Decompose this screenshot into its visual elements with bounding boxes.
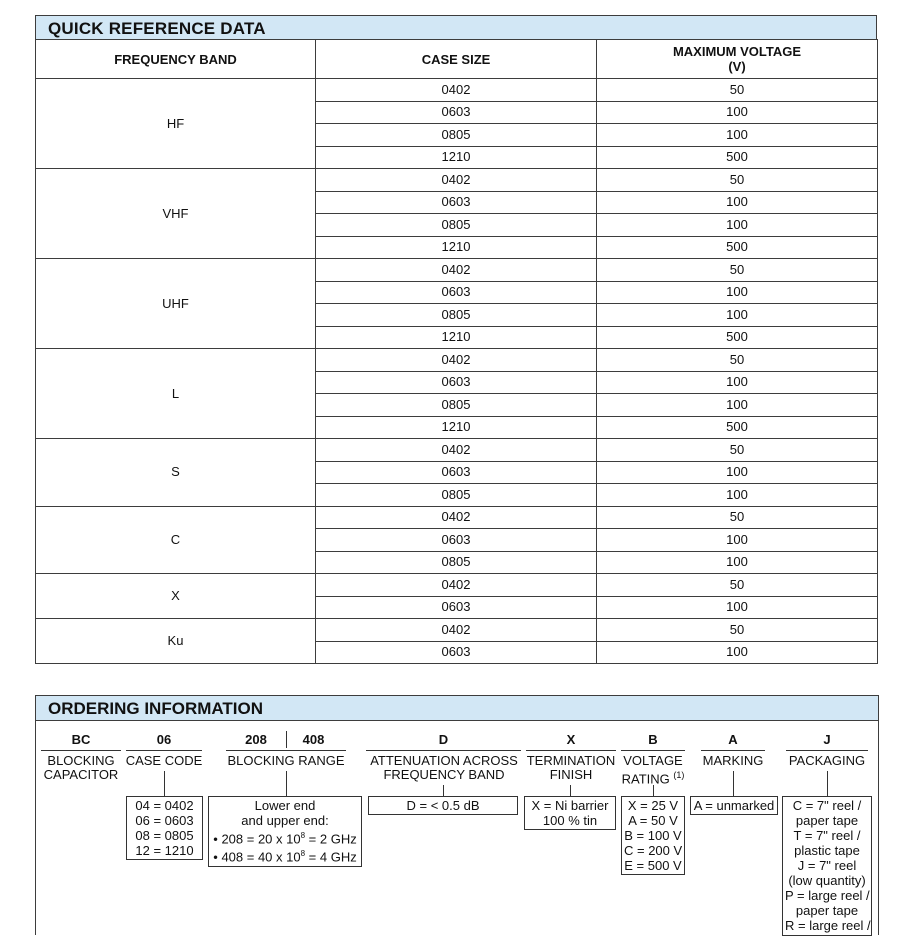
- code-termination: X: [566, 732, 576, 747]
- label-blocking-range: BLOCKING RANGE: [227, 753, 345, 768]
- frequency-band-cell: C: [36, 506, 316, 574]
- label-volt-line1: VOLTAGE: [623, 753, 683, 768]
- range-code-divider: [286, 731, 287, 748]
- label-bc-line2: CAPACITOR: [43, 767, 119, 782]
- volt-option: C = 200 V: [624, 843, 683, 858]
- underline-termination: [526, 750, 616, 751]
- case-size-cell: 0603: [316, 371, 597, 394]
- quick-reference-table: [35, 39, 878, 664]
- range-408-value: = 4 GHz: [305, 849, 357, 865]
- table-row: [36, 259, 878, 282]
- quick-reference-title: QUICK REFERENCE DATA: [35, 15, 877, 39]
- packaging-box: [782, 796, 872, 936]
- case-size-cell: 0805: [316, 484, 597, 507]
- term-option: X = Ni barrier: [531, 798, 609, 813]
- max-voltage-cell: 100: [597, 191, 878, 214]
- max-voltage-cell: 50: [597, 619, 878, 642]
- table-row: [36, 439, 878, 462]
- table-row: [36, 79, 878, 102]
- max-voltage-cell: 100: [597, 484, 878, 507]
- max-voltage-cell: 100: [597, 371, 878, 394]
- max-voltage-cell: 50: [597, 259, 878, 282]
- label-marking: MARKING: [702, 753, 764, 768]
- pack-option: paper tape: [795, 903, 859, 918]
- code-packaging: J: [823, 732, 831, 747]
- table-row: [36, 506, 878, 529]
- connector-packaging: [827, 771, 828, 796]
- case-size-cell: 0603: [316, 191, 597, 214]
- code-range-upper: 408: [302, 732, 325, 747]
- label-term-line1: TERMINATION: [526, 753, 616, 768]
- case-size-cell: 0805: [316, 124, 597, 147]
- quick-reference-body: [36, 79, 878, 664]
- max-voltage-cell: 50: [597, 574, 878, 597]
- max-voltage-cell: 100: [597, 281, 878, 304]
- range-line2: and upper end:: [241, 813, 329, 828]
- max-voltage-cell: 50: [597, 79, 878, 102]
- max-voltage-cell: 100: [597, 394, 878, 417]
- pack-option: T = 7" reel /: [793, 828, 861, 843]
- connector-case: [164, 771, 165, 796]
- pack-option: R = large reel /: [785, 918, 871, 933]
- label-volt-rating: RATING: [621, 771, 670, 787]
- max-voltage-cell: 500: [597, 146, 878, 169]
- frequency-band-cell: VHF: [36, 169, 316, 259]
- max-voltage-cell: 100: [597, 641, 878, 664]
- volt-option: A = 50 V: [628, 813, 678, 828]
- volt-option: E = 500 V: [624, 858, 682, 873]
- connector-range: [286, 771, 287, 796]
- frequency-band-cell: HF: [36, 79, 316, 169]
- frequency-band-cell: S: [36, 439, 316, 507]
- footnote-marker: (1): [673, 770, 685, 780]
- case-size-cell: 0402: [316, 439, 597, 462]
- connector-voltage: [653, 785, 654, 796]
- label-voltage-rating: [616, 754, 690, 786]
- header-frequency-band: FREQUENCY BAND: [36, 40, 316, 79]
- case-size-cell: 0402: [316, 349, 597, 372]
- label-volt-line2: [616, 768, 690, 786]
- term-option: 100 % tin: [542, 813, 598, 828]
- code-marking: A: [728, 732, 738, 747]
- max-voltage-cell: 100: [597, 304, 878, 327]
- label-attenuation: [364, 754, 524, 782]
- case-option: 12 = 1210: [135, 843, 194, 858]
- pack-option: paper tape: [795, 813, 859, 828]
- quick-reference-section: [35, 15, 877, 664]
- max-voltage-cell: 50: [597, 439, 878, 462]
- code-bc: BC: [71, 732, 91, 747]
- case-size-cell: 0603: [316, 101, 597, 124]
- voltage-rating-box: [621, 796, 685, 875]
- ordering-information-title: ORDERING INFORMATION: [36, 695, 878, 721]
- case-size-cell: 0603: [316, 529, 597, 552]
- underline-packaging: [786, 750, 868, 751]
- label-atten-line1: ATTENUATION ACROSS: [370, 753, 518, 768]
- volt-option: X = 25 V: [627, 798, 679, 813]
- underline-bc: [41, 750, 121, 751]
- range-208-exponent: 8: [300, 831, 306, 840]
- case-option: 06 = 0603: [135, 813, 194, 828]
- max-voltage-cell: 100: [597, 214, 878, 237]
- header-maximum-voltage: [597, 40, 878, 79]
- atten-option: D = < 0.5 dB: [406, 798, 480, 813]
- range-208-value: = 2 GHz: [305, 831, 357, 847]
- case-size-cell: 1210: [316, 326, 597, 349]
- case-size-cell: 0402: [316, 169, 597, 192]
- max-voltage-cell: 500: [597, 236, 878, 259]
- header-voltage-line1: MAXIMUM VOLTAGE: [672, 44, 802, 59]
- max-voltage-cell: 100: [597, 124, 878, 147]
- case-size-cell: 0805: [316, 214, 597, 237]
- underline-range: [226, 750, 346, 751]
- case-size-cell: 0402: [316, 506, 597, 529]
- case-code-box: [126, 796, 203, 860]
- max-voltage-cell: 100: [597, 596, 878, 619]
- pack-option: (low quantity): [788, 873, 866, 888]
- frequency-band-cell: UHF: [36, 259, 316, 349]
- case-size-cell: 0402: [316, 79, 597, 102]
- case-size-cell: 0805: [316, 304, 597, 327]
- range-line1: Lower end: [254, 798, 316, 813]
- connector-termination: [570, 785, 571, 796]
- table-row: [36, 349, 878, 372]
- max-voltage-cell: 500: [597, 326, 878, 349]
- case-size-cell: 0603: [316, 461, 597, 484]
- label-term-line2: FINISH: [549, 767, 593, 782]
- attenuation-box: [368, 796, 518, 815]
- table-row: [36, 619, 878, 642]
- max-voltage-cell: 50: [597, 169, 878, 192]
- pack-option: P = large reel /: [785, 888, 870, 903]
- case-size-cell: 0805: [316, 394, 597, 417]
- case-size-cell: 0603: [316, 596, 597, 619]
- pack-option: J = 7" reel: [797, 858, 857, 873]
- label-blocking-capacitor: [36, 754, 126, 782]
- label-termination: [522, 754, 620, 782]
- code-attenuation: D: [438, 732, 449, 747]
- case-size-cell: 0603: [316, 281, 597, 304]
- underline-attenuation: [366, 750, 521, 751]
- case-size-cell: 0402: [316, 619, 597, 642]
- frequency-band-cell: Ku: [36, 619, 316, 664]
- ordering-information-section: [35, 695, 879, 935]
- case-size-cell: 0805: [316, 551, 597, 574]
- range-408-exponent: 8: [300, 849, 306, 859]
- case-size-cell: 1210: [316, 146, 597, 169]
- label-bc-line1: BLOCKING: [47, 753, 115, 768]
- max-voltage-cell: 50: [597, 349, 878, 372]
- marking-box: [690, 796, 778, 815]
- header-voltage-line2: (V): [728, 59, 746, 74]
- case-size-cell: 0402: [316, 259, 597, 282]
- table-row: [36, 169, 878, 192]
- table-row: [36, 574, 878, 597]
- mark-option: A = unmarked: [693, 798, 775, 813]
- connector-marking: [733, 771, 734, 796]
- max-voltage-cell: 100: [597, 551, 878, 574]
- case-size-cell: 0603: [316, 641, 597, 664]
- case-size-cell: 1210: [316, 236, 597, 259]
- termination-box: [524, 796, 616, 830]
- frequency-band-cell: L: [36, 349, 316, 439]
- case-size-cell: 0402: [316, 574, 597, 597]
- pack-option: C = 7" reel /: [792, 798, 862, 813]
- max-voltage-cell: 50: [597, 506, 878, 529]
- max-voltage-cell: 100: [597, 101, 878, 124]
- code-case: 06: [156, 732, 172, 747]
- max-voltage-cell: 500: [597, 416, 878, 439]
- case-option: 04 = 0402: [135, 798, 194, 813]
- underline-voltage: [621, 750, 685, 751]
- label-packaging: PACKAGING: [788, 753, 866, 768]
- volt-option: B = 100 V: [624, 828, 682, 843]
- max-voltage-cell: 100: [597, 529, 878, 552]
- max-voltage-cell: 100: [597, 461, 878, 484]
- case-option: 08 = 0805: [135, 828, 194, 843]
- label-case-code: CASE CODE: [125, 753, 203, 768]
- header-case-size: CASE SIZE: [316, 40, 597, 79]
- code-voltage: B: [648, 732, 658, 747]
- label-atten-line2: FREQUENCY BAND: [383, 767, 505, 782]
- frequency-band-cell: X: [36, 574, 316, 619]
- connector-attenuation: [443, 785, 444, 796]
- case-size-cell: 1210: [316, 416, 597, 439]
- range-option-408: [211, 846, 359, 864]
- code-range-lower: 208: [245, 732, 267, 747]
- range-option-208: [211, 828, 359, 846]
- range-408-text: • 408 = 40 x 10: [213, 849, 301, 865]
- blocking-range-box: [208, 796, 362, 867]
- range-208-text: • 208 = 20 x 10: [213, 831, 301, 847]
- underline-marking: [701, 750, 765, 751]
- pack-option: plastic tape: [794, 843, 860, 858]
- underline-case: [126, 750, 202, 751]
